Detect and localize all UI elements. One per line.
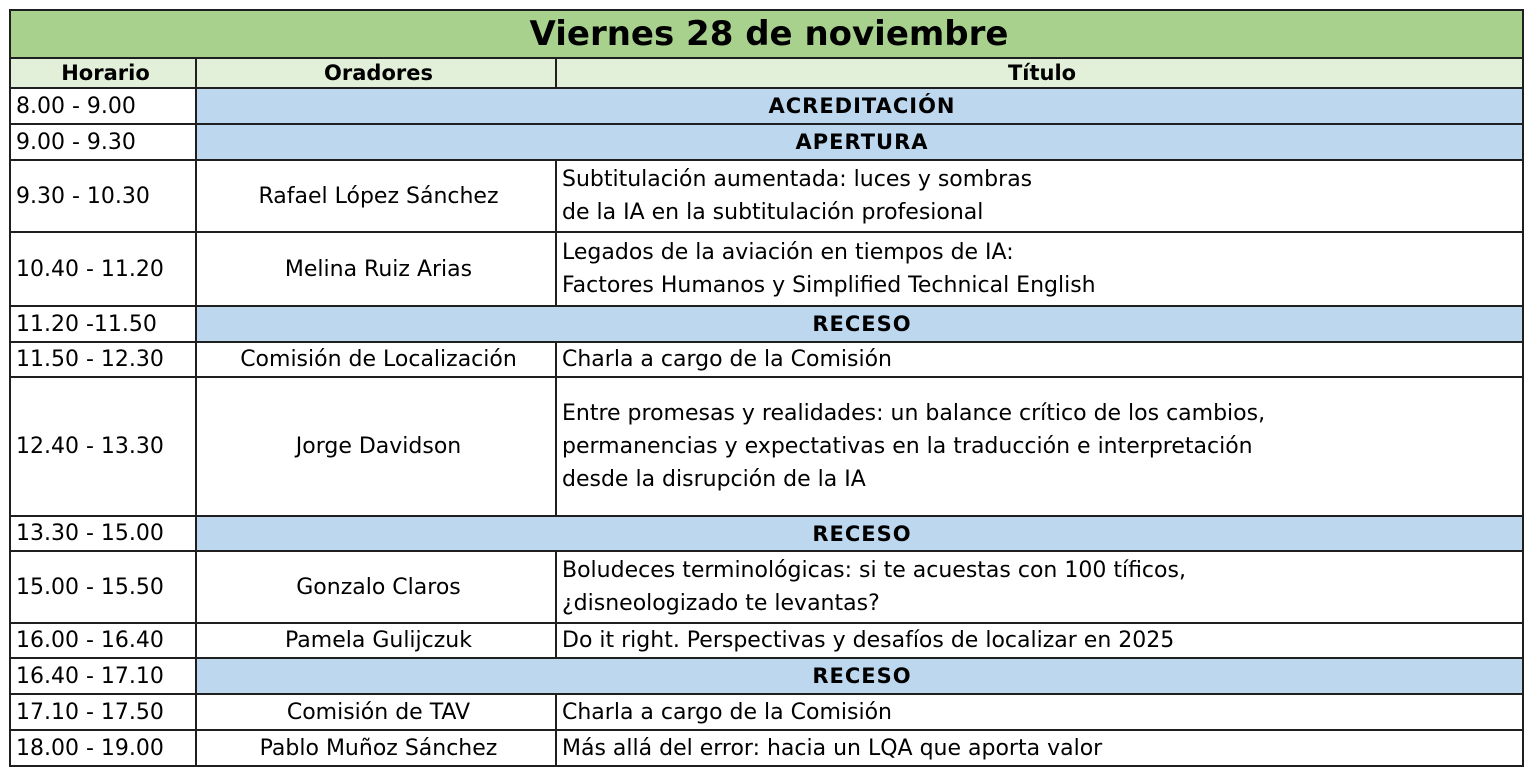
table-row: [10, 623, 1523, 658]
talk-title-line: ¿disneologizado te levantas?: [562, 591, 880, 616]
table-row: [10, 377, 1523, 516]
talk-title-line: Más allá del error: hacia un LQA que aporta valor: [562, 735, 1103, 761]
time-cell: 13.30 - 15.00: [10, 516, 196, 551]
time-cell: 10.40 - 11.20: [10, 232, 196, 306]
break-label: RECESO: [196, 306, 1523, 342]
talk-title-line: permanencias y expectativas en la traducción e interpretación: [562, 434, 1253, 459]
column-header-row: [10, 58, 1523, 88]
table-row: [10, 306, 1523, 342]
time-cell: 9.30 - 10.30: [10, 160, 196, 232]
speaker-cell: Pablo Muñoz Sánchez: [196, 730, 556, 766]
time-cell: 8.00 - 9.00: [10, 88, 196, 124]
title-row: [10, 10, 1523, 58]
table-row: [10, 730, 1523, 766]
talk-title-cell: [556, 694, 1523, 730]
time-cell: 11.20 -11.50: [10, 306, 196, 342]
break-label: RECESO: [196, 658, 1523, 694]
talk-title-cell: [556, 551, 1523, 623]
talk-title-line: Legados de la aviación en tiempos de IA:: [562, 240, 1014, 265]
talk-title-line: de la IA en la subtitulación profesional: [562, 200, 984, 225]
column-header-titulo: Título: [556, 58, 1523, 88]
column-header-horario: Horario: [10, 58, 196, 88]
speaker-cell: Comisión de Localización: [196, 342, 556, 377]
talk-title-cell: [556, 623, 1523, 658]
table-row: [10, 124, 1523, 160]
talk-title-line: Boludeces terminológicas: si te acuestas con 100 tíficos,: [562, 558, 1186, 583]
schedule-table: [9, 9, 1524, 767]
talk-title-line: Charla a cargo de la Comisión: [562, 347, 892, 372]
talk-title-line: desde la disrupción de la IA: [562, 467, 866, 492]
time-cell: 9.00 - 9.30: [10, 124, 196, 160]
schedule-title: Viernes 28 de noviembre: [10, 10, 1523, 58]
time-cell: 16.00 - 16.40: [10, 623, 196, 658]
table-row: [10, 88, 1523, 124]
talk-title-line: Factores Humanos y Simplified Technical English: [562, 273, 1096, 298]
table-row: [10, 232, 1523, 306]
talk-title-line: Entre promesas y realidades: un balance crítico de los cambios,: [562, 401, 1266, 426]
time-cell: 12.40 - 13.30: [10, 377, 196, 516]
table-row: [10, 160, 1523, 232]
talk-title-line: Do it right. Perspectivas y desafíos de localizar en 2025: [562, 628, 1175, 653]
time-cell: 17.10 - 17.50: [10, 694, 196, 730]
talk-title-cell: [556, 342, 1523, 377]
break-label: ACREDITACIÓN: [196, 88, 1523, 124]
table-row: [10, 694, 1523, 730]
talk-title-cell: [556, 377, 1523, 516]
time-cell: 16.40 - 17.10: [10, 658, 196, 694]
time-cell: 18.00 - 19.00: [10, 730, 196, 766]
talk-title-cell: [556, 160, 1523, 232]
talk-title-line: Charla a cargo de la Comisión: [562, 699, 892, 725]
break-label: APERTURA: [196, 124, 1523, 160]
table-row: [10, 658, 1523, 694]
column-header-oradores: Oradores: [196, 58, 556, 88]
time-cell: 11.50 - 12.30: [10, 342, 196, 377]
table-row: [10, 516, 1523, 551]
time-cell: 15.00 - 15.50: [10, 551, 196, 623]
speaker-cell: Jorge Davidson: [196, 377, 556, 516]
speaker-cell: Melina Ruiz Arias: [196, 232, 556, 306]
table-row: [10, 551, 1523, 623]
speaker-cell: Gonzalo Claros: [196, 551, 556, 623]
speaker-cell: Comisión de TAV: [196, 694, 556, 730]
talk-title-cell: [556, 232, 1523, 306]
table-row: [10, 342, 1523, 377]
talk-title-cell: [556, 730, 1523, 766]
speaker-cell: Pamela Gulijczuk: [196, 623, 556, 658]
speaker-cell: Rafael López Sánchez: [196, 160, 556, 232]
break-label: RECESO: [196, 516, 1523, 551]
talk-title-line: Subtitulación aumentada: luces y sombras: [562, 167, 1033, 192]
